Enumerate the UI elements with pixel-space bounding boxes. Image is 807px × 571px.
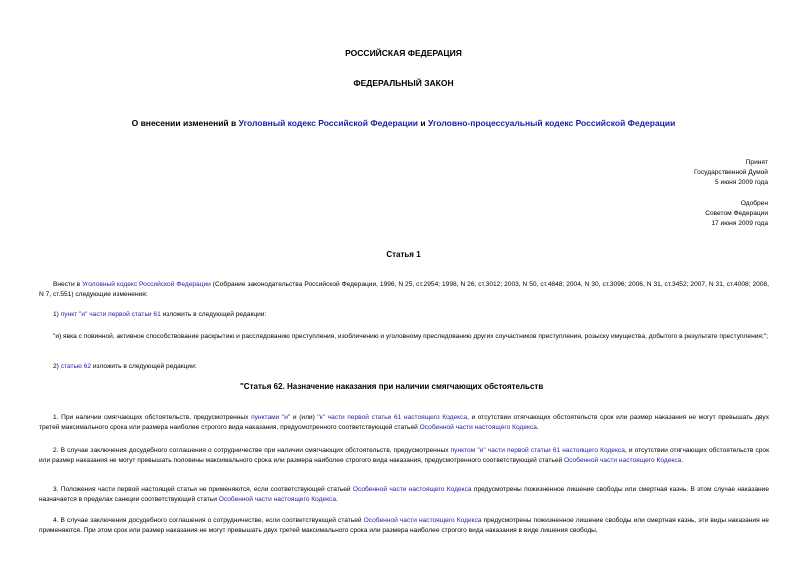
approval-council-block [705, 199, 768, 229]
item-1-quote: "и) явка с повинной, активное способствование раскрытию и расследованию преступления, изобличению и уголовному преследованию других соучастников преступления, розыску имущества, добытого в результате преступления;"; [53, 333, 768, 340]
p4-text-a: 4. В случае заключения досудебного соглашения о сотрудничестве, если соответствующей статьей [53, 517, 364, 524]
p4-text-b: предусмотрены пожизненное лишение свободы или смертная казнь, эти виды наказания не применяются. При этом срок или размер наказания не могут превышать двух третей максимального срока или размера наиболее строгого вида наказания в виде лишения свободы, [39, 517, 769, 534]
law-title [0, 118, 807, 128]
adoption-body: Государственной Думой [694, 169, 768, 176]
p2-text-b: , и отсутствии отягчающих обстоятельств срок или размер наказания не могут превышать половины максимального срока или размера наиболее строгого вида наказания, предусмотренного соответствующей статьей [39, 447, 769, 464]
approval-status: Одобрен [740, 200, 768, 207]
p3-text-c: . [336, 496, 338, 503]
intro-pre: Внести в [53, 281, 83, 288]
p2-text-c: . [681, 457, 684, 464]
item-1-link[interactable]: пункт "и" части первой статьи 61 [60, 311, 161, 318]
item-2-link[interactable]: статью 62 [60, 363, 92, 370]
p1-text-d: . [536, 424, 539, 431]
article-62-paragraph-3 [39, 485, 769, 505]
item-2-post: изложить в следующей редакции: [91, 363, 197, 370]
p1-link-special-part[interactable]: Особенной части настоящего Кодекса [419, 424, 537, 431]
p2-link-article-61[interactable]: пунктом "и" части первой статьи 61 настоящего Кодекса [450, 447, 625, 454]
p2-text-a: 2. В случае заключения досудебного соглашения о сотрудничестве при наличии смягчающих обстоятельств, предусмотренных [53, 447, 451, 454]
article-1-heading: Статья 1 [386, 250, 421, 259]
law-type-heading: ФЕДЕРАЛЬНЫЙ ЗАКОН [353, 78, 454, 88]
p4-link-special-part[interactable]: Особенной части настоящего Кодекса [363, 517, 482, 524]
item-1-post: изложить в следующей редакции: [160, 311, 267, 318]
article-62-heading: "Статья 62. Назначение наказания при наличии смягчающих обстоятельств [240, 382, 544, 391]
article-62-paragraph-4 [39, 516, 769, 536]
criminal-procedure-code-link[interactable]: Уголовно-процессуальный кодекс Российской Федерации [428, 118, 676, 128]
p1-text-a: 1. При наличии смягчающих обстоятельств, предусмотренных [53, 414, 252, 421]
article-62-paragraph-2 [39, 446, 769, 466]
intro-criminal-code-link[interactable]: Уголовный кодекс Российской Федерации [82, 281, 211, 288]
article-1-intro [39, 280, 769, 300]
approval-date: 17 июня 2009 года [711, 220, 768, 227]
federation-heading: РОССИЙСКАЯ ФЕДЕРАЦИЯ [345, 48, 462, 58]
intro-post: (Собрание законодательства Российской Федерации, 1996, N 25, ст.2954; 1998, N 26, ст.3012; 2003, N 50, ст.4848; 2004, N 30, ст.3096; 2006, N 31, ст.3452; 2007, N 31, ст.4008; 2008, N 7, ст.551) следующие изменения: [39, 281, 769, 298]
adoption-date: 5 июня 2009 года [715, 179, 768, 186]
article-62-paragraph-1 [39, 413, 769, 433]
item-1-number: 1) [53, 311, 61, 318]
p1-link-article-61[interactable]: "к" части первой статьи 61 настоящего Кодекса [317, 414, 468, 421]
p2-link-special-part[interactable]: Особенной части настоящего Кодекса [564, 457, 682, 464]
criminal-code-link[interactable]: Уголовный кодекс Российской Федерации [238, 118, 419, 128]
p3-text-a: 3. Положения части первой настоящей статьи не применяются, если соответствующей статьей [53, 486, 353, 493]
p1-text-b: и (или) [290, 414, 318, 421]
title-prefix: О внесении изменений в [131, 118, 239, 128]
item-2-number: 2) [53, 363, 61, 370]
adoption-duma-block [694, 158, 768, 188]
adoption-status: Принят [745, 159, 768, 166]
p1-link-points[interactable]: пунктами "и" [251, 414, 291, 421]
title-and: и [418, 118, 428, 128]
p3-link-special-part-1[interactable]: Особенной части настоящего Кодекса [352, 486, 472, 493]
p3-link-special-part-2[interactable]: Особенной части настоящего Кодекса [218, 496, 337, 503]
p3-text-b: предусмотрены пожизненное лишение свободы или смертная казнь. В этом случае наказание назначается в пределах санкции соответствующей статьи [39, 486, 769, 503]
item-1 [39, 310, 769, 320]
item-2 [39, 362, 769, 372]
approval-body: Советом Федерации [705, 210, 768, 217]
p1-text-c: , и отсутствии отягчающих обстоятельств срок или размер наказания не могут превышать двух третей максимального срока или размера наиболее строгого вида наказания, предусмотренного соответствующей статьей [39, 414, 770, 431]
